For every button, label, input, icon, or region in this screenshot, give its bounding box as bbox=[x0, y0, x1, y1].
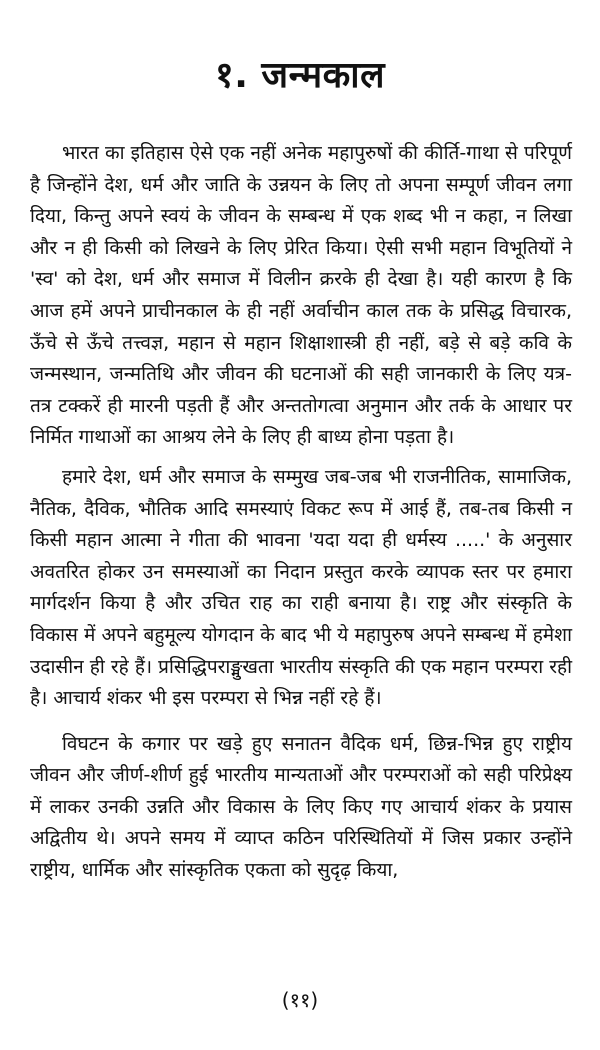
body-text bbox=[30, 138, 572, 887]
page-number: (११) bbox=[281, 988, 319, 1012]
paragraph: भारत का इतिहास ऐसे एक नहीं अनेक महापुरुषों की कीर्ति-गाथा से परिपूर्ण है जिन्होंने देश, धर्म और जाति के उन्नयन के लिए तो अपना सम्पूर्ण जीवन लगा दिया, किन्तु अपने स्वयं के जीवन के सम्बन्ध में एक शब्द भी न कहा, न लिखा और न ही किसी को लिखने के लिए प्रेरित किया। ऐसी सभी महान विभूतियों ने 'स्व' को देश, धर्म और समाज में विलीन क्ररके ही देखा है। यही कारण है कि आज हमें अपने प्राचीनकाल के ही नहीं अर्वाचीन काल तक के प्रसिद्ध विचारक, ऊँचे से ऊँचे तत्त्वज्ञ, महान से महान शिक्षाशास्त्री ही नहीं, बड़े से बड़े कवि के जन्मस्थान, जन्मतिथि और जीवन की घटनाओं की सही जानकारी के लिए यत्र-तत्र टक्करें ही मारनी पड़ती हैं और अन्ततोगत्वा अनुमान और तर्क के आधार पर निर्मित गाथाओं का आश्रय लेने के लिए ही बाध्य होना पड़ता है। bbox=[30, 142, 572, 449]
paragraph: विघटन के कगार पर खड़े हुए सनातन वैदिक धर्म, छिन्न-भिन्न हुए राष्ट्रीय जीवन और जीर्ण-शीर्ण हुई भारतीय मान्यताओं और परम्पराओं को सही परिप्रेक्ष्य में लाकर उनकी उन्नति और विकास के लिए किए गए आचार्य शंकर के प्रयास अद्वितीय थे। अपने समय में व्याप्त कठिन परिस्थितियों में जिस प्रकार उन्होंने राष्ट्रीय, धार्मिक और सांस्कृतिक एकता को सुदृढ़ किया, bbox=[30, 732, 572, 882]
chapter-title: १. जन्मकाल bbox=[215, 55, 385, 96]
paragraph: हमारे देश, धर्म और समाज के सम्मुख जब-जब भी राजनीतिक, सामाजिक, नैतिक, दैविक, भौतिक आदि समस्याएं विकट रूप में आई हैं, तब-तब किसी न किसी महान आत्मा ने गीता की भावना 'यदा यदा ही धर्मस्य .....' के अनुसार अवतरित होकर उन समस्याओं का निदान प्रस्तुत करके व्यापक स्तर पर हमारा मार्गदर्शन किया है और उचित राह का राही बनाया है। राष्ट्र और संस्कृति के विकास में अपने बहुमूल्य योगदान के बाद भी ये महापुरुष अपने सम्बन्ध में हमेशा उदासीन ही रहे हैं। प्रसिद्धिपराङ्मुखता भारतीय संस्कृति की एक महान परम्परा रही है। आचार्य शंकर भी इस परम्परा से भिन्न नहीं रहे हैं। bbox=[30, 465, 572, 710]
